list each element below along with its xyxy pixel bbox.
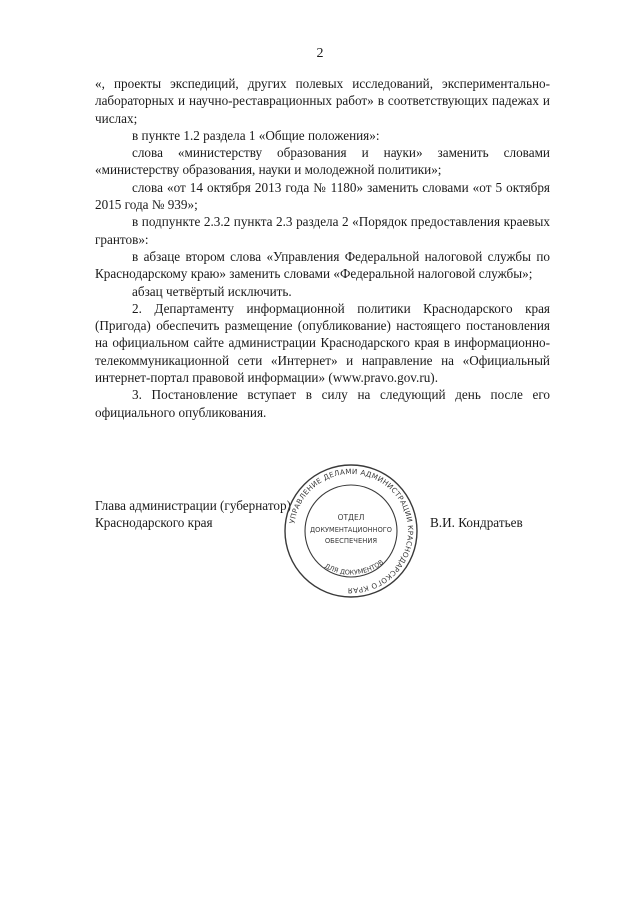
signature-title-line1: Глава администрации (губернатор) <box>95 498 291 513</box>
document-body <box>95 75 550 421</box>
paragraph: слова «от 14 октября 2013 года № 1180» заменить словами «от 5 октября 2015 года № 939»; <box>95 179 550 213</box>
signature-title-line2: Краснодарского края <box>95 515 213 530</box>
stamp-center-line2: ДОКУМЕНТАЦИОННОГО <box>310 526 392 534</box>
paragraph: 3. Постановление вступает в силу на следующий день после его официального опубликования. <box>95 387 550 420</box>
paragraph: в пункте 1.2 раздела 1 «Общие положения»: <box>132 127 380 143</box>
paragraph: «, проекты экспедиций, других полевых исследований, экспериментально-лабораторных и научно-реставрационных работ» в соответствующих падежах и числах; <box>95 76 550 126</box>
signature-title <box>95 497 291 531</box>
paragraph: в подпункте 2.3.2 пункта 2.3 раздела 2 «Порядок предоставления краевых грантов»: <box>95 214 550 247</box>
official-stamp <box>282 462 420 600</box>
page-number: 2 <box>316 46 324 61</box>
paragraph: 2. Департаменту информационной политики Краснодарского края (Пригода) обеспечить размещение (опубликование) настоящего постановления на официальном сайте администрации Краснодарского края в информационно-телекоммуникационной сети «Интернет» и направление на «Официальный интернет-портал правовой информации» (www.pravo.gov.ru). <box>95 300 550 386</box>
paragraph: в абзаце втором слова «Управления Федеральной налоговой службы по Краснодарскому краю» заменить словами «Федеральной налоговой службы»; <box>95 248 550 282</box>
stamp-center-line3: ОБЕСПЕЧЕНИЯ <box>324 537 378 545</box>
signatory-name: В.И. Кондратьев <box>430 515 523 530</box>
stamp-bottom-text: ДЛЯ ДОКУМЕНТОВ <box>323 558 386 577</box>
stamp-center-line1: ОТДЕЛ <box>337 513 365 522</box>
stamp-ring-text: УПРАВЛЕНИЕ ДЕЛАМИ АДМИНИСТРАЦИИ КРАСНОДАРСКОГО КРАЯ <box>287 466 416 596</box>
paragraph: слова «министерству образования и науки» заменить словами «министерству образования, науки и молодежной политики»; <box>95 145 550 178</box>
paragraph: абзац четвёртый исключить. <box>132 283 292 299</box>
